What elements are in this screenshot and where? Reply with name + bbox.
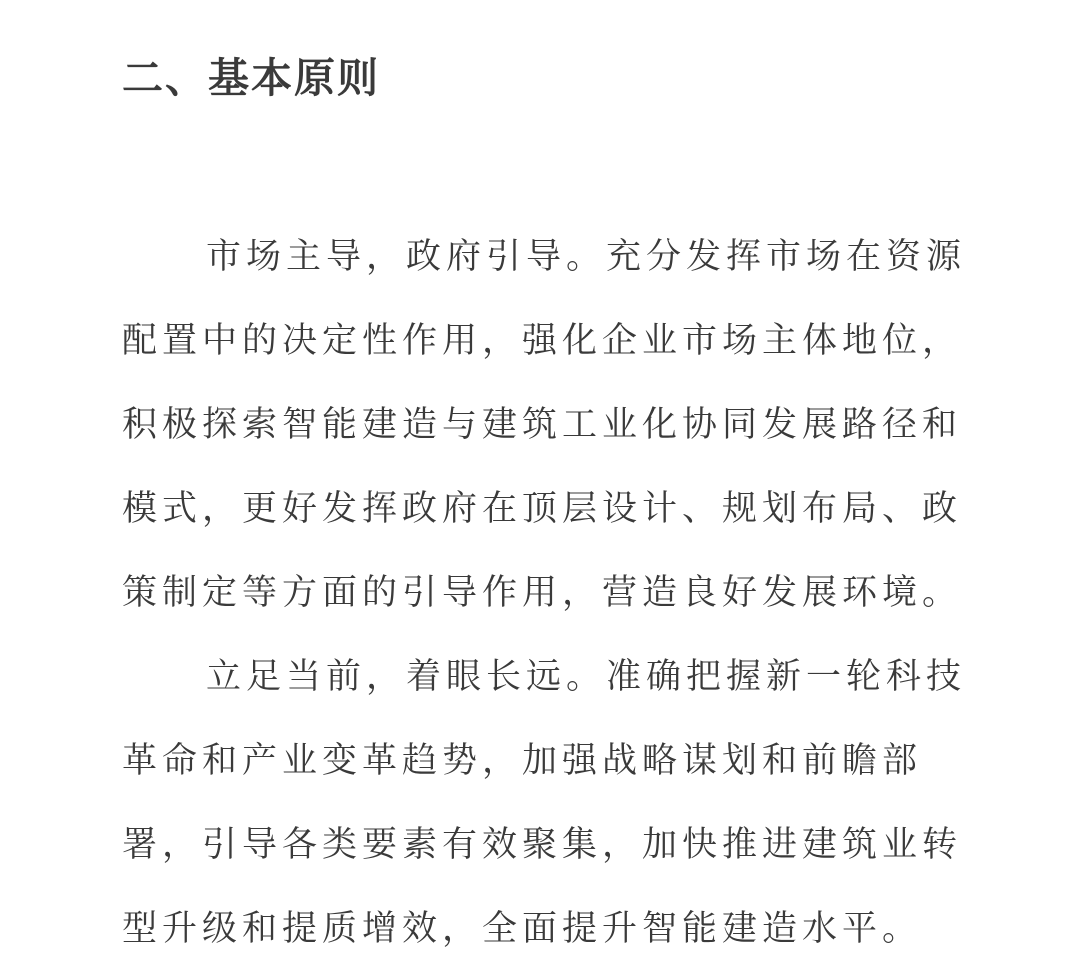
paragraph-current-and-long-term [122, 635, 967, 971]
paragraph-line: 策制定等方面的引导作用，营造良好发展环境。 [122, 573, 963, 613]
paragraph-line: 型升级和提质增效，全面提升智能建造水平。 [122, 909, 923, 949]
paragraph-line: 配置中的决定性作用，强化企业市场主体地位， [122, 321, 963, 361]
section-heading: 二、基本原则 [122, 54, 380, 102]
paragraph-line: 模式，更好发挥政府在顶层设计、规划布局、政 [122, 489, 963, 529]
paragraph-market-led [122, 215, 967, 635]
paragraph-line: 署，引导各类要素有效聚集，加快推进建筑业转 [122, 825, 963, 865]
paragraph-line: 革命和产业变革趋势，加强战略谋划和前瞻部 [122, 741, 923, 781]
paragraph-line: 市场主导，政府引导。充分发挥市场在资源 [206, 237, 967, 277]
paragraph-line: 立足当前，着眼长远。准确把握新一轮科技 [206, 657, 967, 697]
paragraph-line: 积极探索智能建造与建筑工业化协同发展路径和 [122, 405, 963, 445]
